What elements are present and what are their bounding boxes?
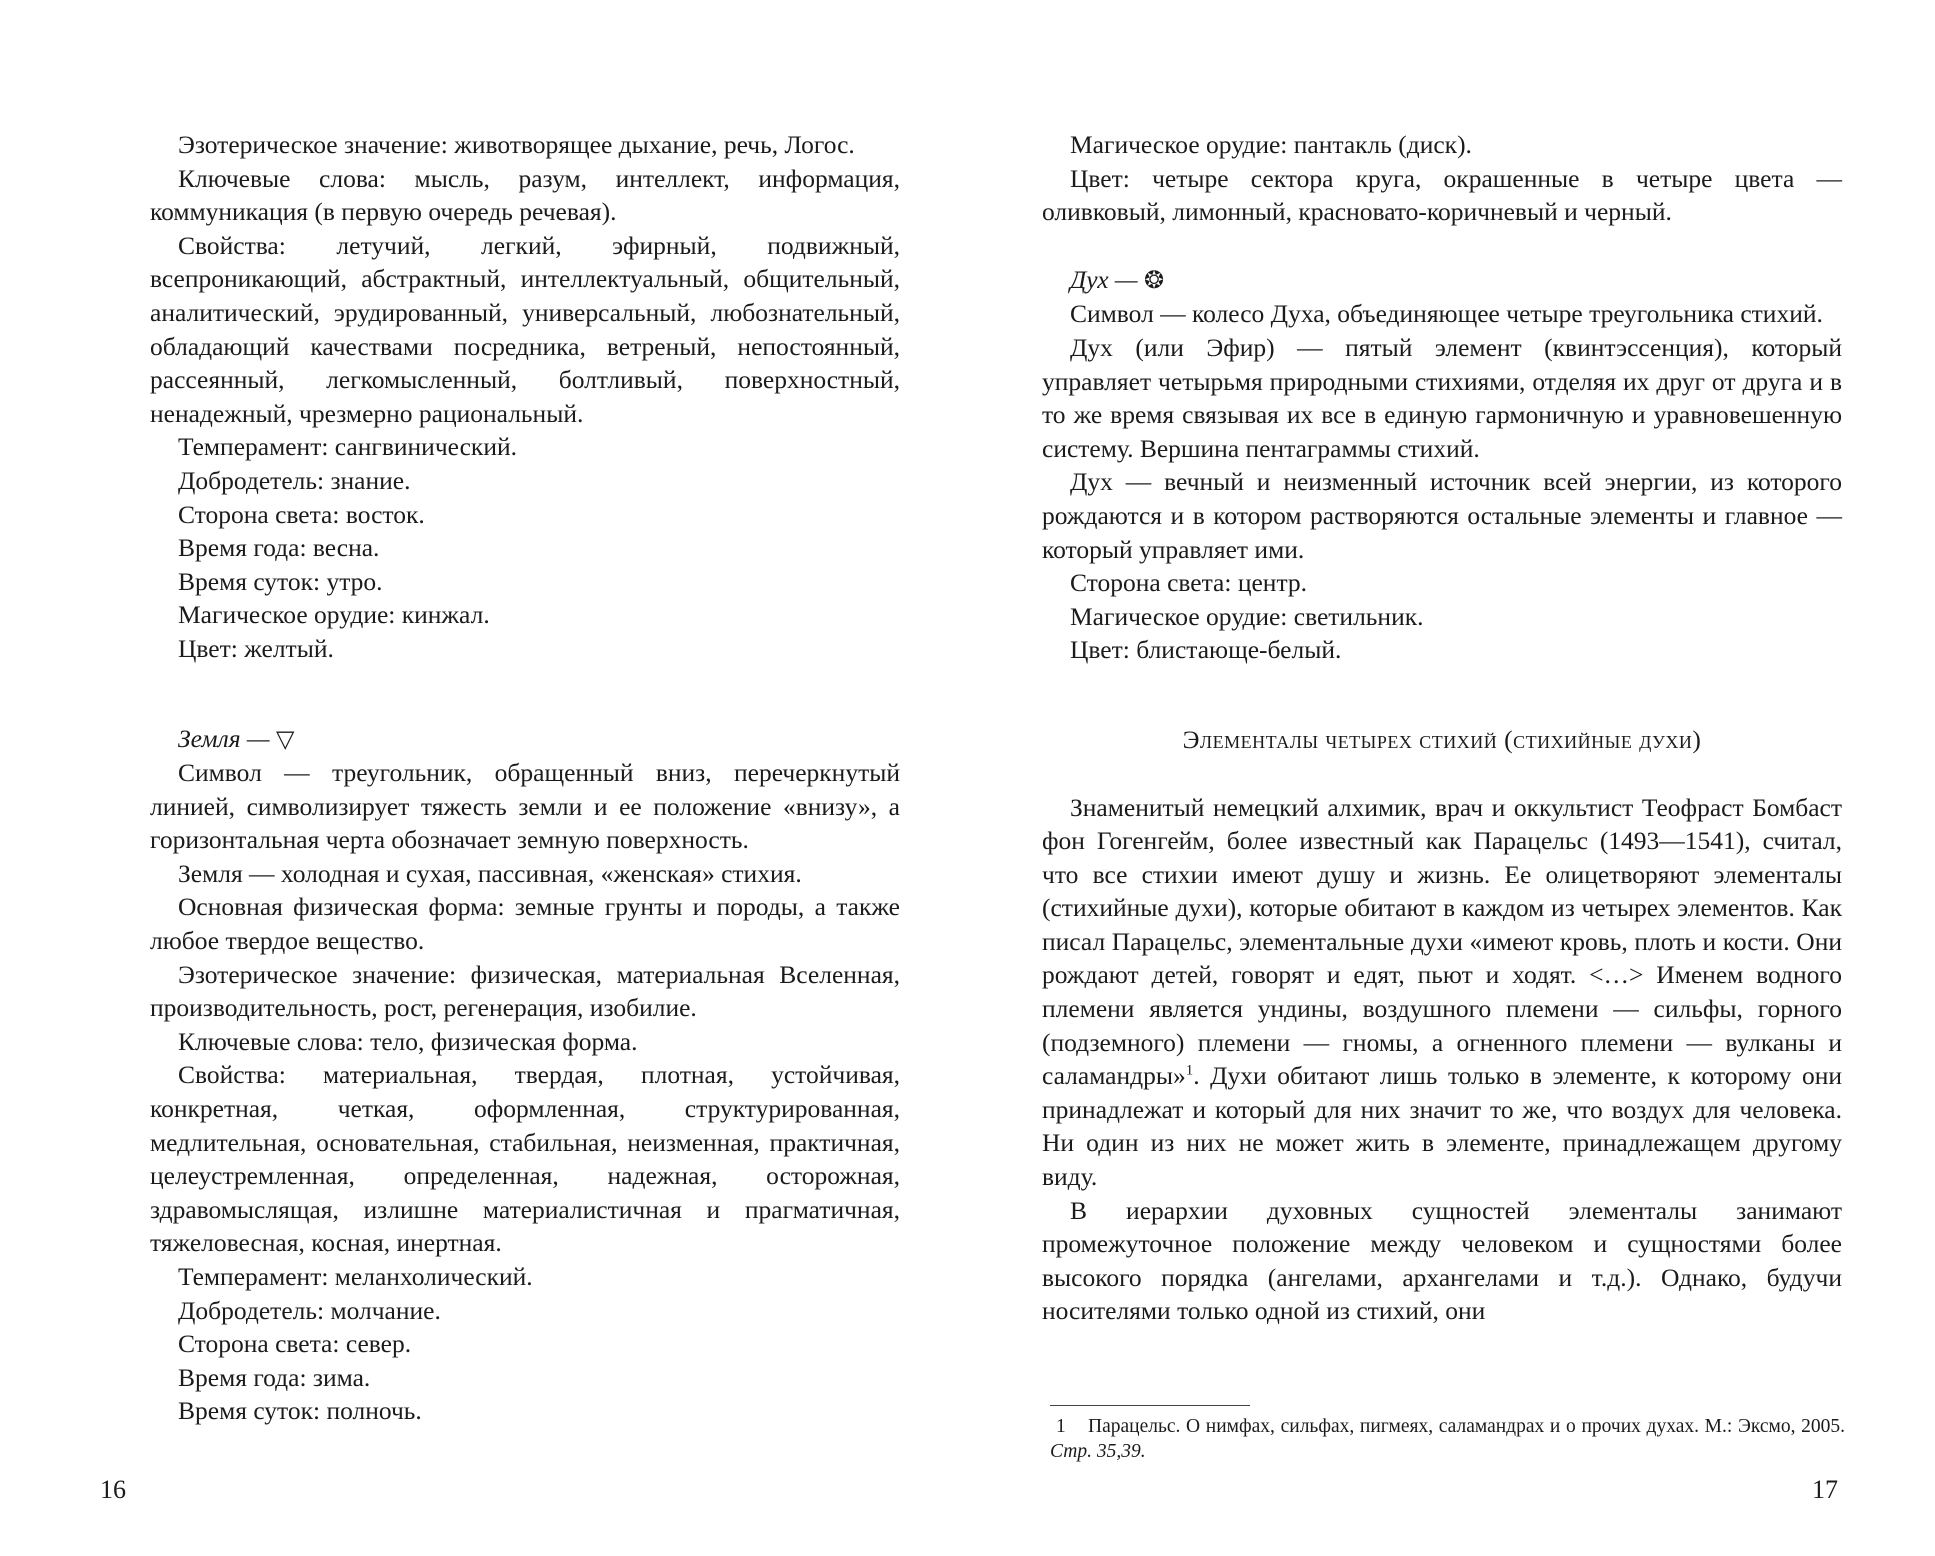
spirit-heading-text: Дух —: [1070, 264, 1144, 294]
footnote-number: 1: [1056, 1416, 1066, 1437]
paragraph: Магическое орудие: пантакль (диск).: [1070, 130, 1472, 159]
left-text-column: [150, 128, 900, 1428]
paragraph: Цвет: четыре сектора круга, окрашенные в четыре цвета — оливковый, лимонный, красновато-коричневый и черный.: [1042, 163, 1842, 227]
paragraph: Основная физическая форма: земные грунты и породы, а также любое твердое вещество.: [150, 892, 900, 956]
paragraph: Дух — вечный и неизменный источник всей энергии, из которого рождаются и в котором растворяются остальные элементы и главное — который управляет ими.: [1042, 467, 1842, 564]
paragraph: Время суток: полночь.: [178, 1396, 422, 1426]
paragraph: Цвет: желтый.: [178, 633, 334, 663]
paragraph: Свойства: летучий, легкий, эфирный, подвижный, всепроникающий, абстрактный, интеллектуальный, общительный, аналитический, эрудированный, универсальный, любознательный, обладающий качествами посредника, ветреный, непостоянный, рассеянный, легкомысленный, болтливый, поверхностный, ненадежный, чрезмерно рациональный.: [150, 230, 900, 428]
page-number: 17: [1812, 1475, 1838, 1504]
page-number: 16: [100, 1475, 126, 1504]
footnote-ref: 1: [1185, 1062, 1194, 1079]
paragraph: Магическое орудие: кинжал.: [178, 600, 490, 630]
section-title: Элементалы четырех стихий (стихийные духи): [1182, 724, 1702, 754]
footnotes: [1050, 1405, 1845, 1464]
footnote: [1050, 1414, 1845, 1464]
paragraph: Сторона света: север.: [178, 1329, 412, 1359]
paragraph: Свойства: материальная, твердая, плотная, устойчивая, конкретная, четкая, оформленная, структурированная, медлительная, основательная, стабильная, неизменная, практичная, целеустремленная, определенная, надежная, осторожная, здравомыслящая, излишне материалистичная и прагматичная, тяжеловесная, косная, инертная.: [150, 1060, 900, 1258]
paragraph-text: . Духи обитают лишь только в элементе, к которому они принадлежат и который для них значит то же, что воздух для человека. Ни один из них не может жить в элементе, принадлежащем другому виду.: [1042, 1061, 1842, 1192]
paragraph: Время суток: утро.: [178, 566, 383, 596]
paragraph: Сторона света: центр.: [1070, 568, 1308, 598]
footnote-text: Парацельс. О нимфах, сильфах, пигмеях, саламандрах и о прочих духах. М.: Эксмо, 2005.: [1088, 1416, 1845, 1437]
footnote-rule: [1050, 1405, 1250, 1406]
paragraph-text: Знаменитый немецкий алхимик, врач и оккультист Теофраст Бомбаст фон Гогенгейм, более известный как Парацельс (1493—1541), считал, что все стихии имеют душу и жизнь. Ее олицетворяют элементалы (стихийные духи), которые обитают в каждом из четырех элементов. Как писал Парацельс, элементальные духи «имеют кровь, плоть и кости. Они рождают детей, говорят и едят, пьют и ходят. <…> Именем водного племени является ундины, воздушного племени — сильфы, горного (подземного) племени — гномы, а огненного племени — вулканы и саламандры»: [1042, 792, 1842, 1091]
paragraph: Эзотерическое значение: физическая, материальная Вселенная, производительность, рост, регенерация, изобилие.: [150, 959, 900, 1023]
spirit-wheel-icon: ❂: [1143, 265, 1165, 294]
paragraph: Символ — колесо Духа, объединяющее четыре треугольника стихий.: [1070, 299, 1823, 329]
paragraph: Ключевые слова: мысль, разум, интеллект, информация, коммуникация (в первую очередь речевая).: [150, 163, 900, 227]
paragraph: Сторона света: восток.: [178, 499, 425, 529]
earth-heading: [150, 722, 900, 757]
paragraph: Добродетель: знание.: [178, 465, 411, 495]
paragraph: Темперамент: сангвинический.: [178, 432, 517, 462]
paragraph: Время года: зима.: [178, 1362, 371, 1392]
paragraph: Магическое орудие: светильник.: [1070, 601, 1424, 631]
paragraph: Дух (или Эфир) — пятый элемент (квинтэссенция), который управляет четырьмя природными стихиями, отделяя их друг от друга и в то же время связывая их все в единую гармоничную и уравновешенную систему. Вершина пентаграммы стихий.: [1042, 332, 1842, 463]
footnote-pages: Стр. 35,39.: [1050, 1441, 1146, 1462]
earth-symbol-icon: ▽: [275, 724, 295, 753]
left-page: [0, 0, 967, 1556]
spirit-heading: [1042, 263, 1842, 298]
right-text-column: [1042, 128, 1842, 1328]
paragraph: Земля — холодная и сухая, пассивная, «женская» стихия.: [178, 858, 802, 888]
paragraph: Эзотерическое значение: животворящее дыхание, речь, Логос.: [178, 130, 855, 159]
paragraph: Темперамент: меланхолический.: [178, 1262, 533, 1291]
paragraph: Цвет: блистающе-белый.: [1070, 635, 1342, 665]
paragraph: Символ — треугольник, обращенный вниз, перечеркнутый линией, символизирует тяжесть земли и ее положение «внизу», а горизонтальная черта обозначает земную поверхность.: [150, 758, 900, 855]
paragraph: В иерархии духовных сущностей элементалы занимают промежуточное положение между человеком и сущностями более высокого порядка (ангелами, архангелами и т.д.). Однако, будучи носителями только одной из стихий, они: [1042, 1195, 1842, 1326]
paragraph: Добродетель: молчание.: [178, 1295, 441, 1325]
paragraph: [1042, 791, 1842, 1194]
paragraph: Время года: весна.: [178, 533, 380, 563]
paragraph: Ключевые слова: тело, физическая форма.: [178, 1026, 638, 1056]
earth-heading-text: Земля —: [178, 723, 276, 753]
